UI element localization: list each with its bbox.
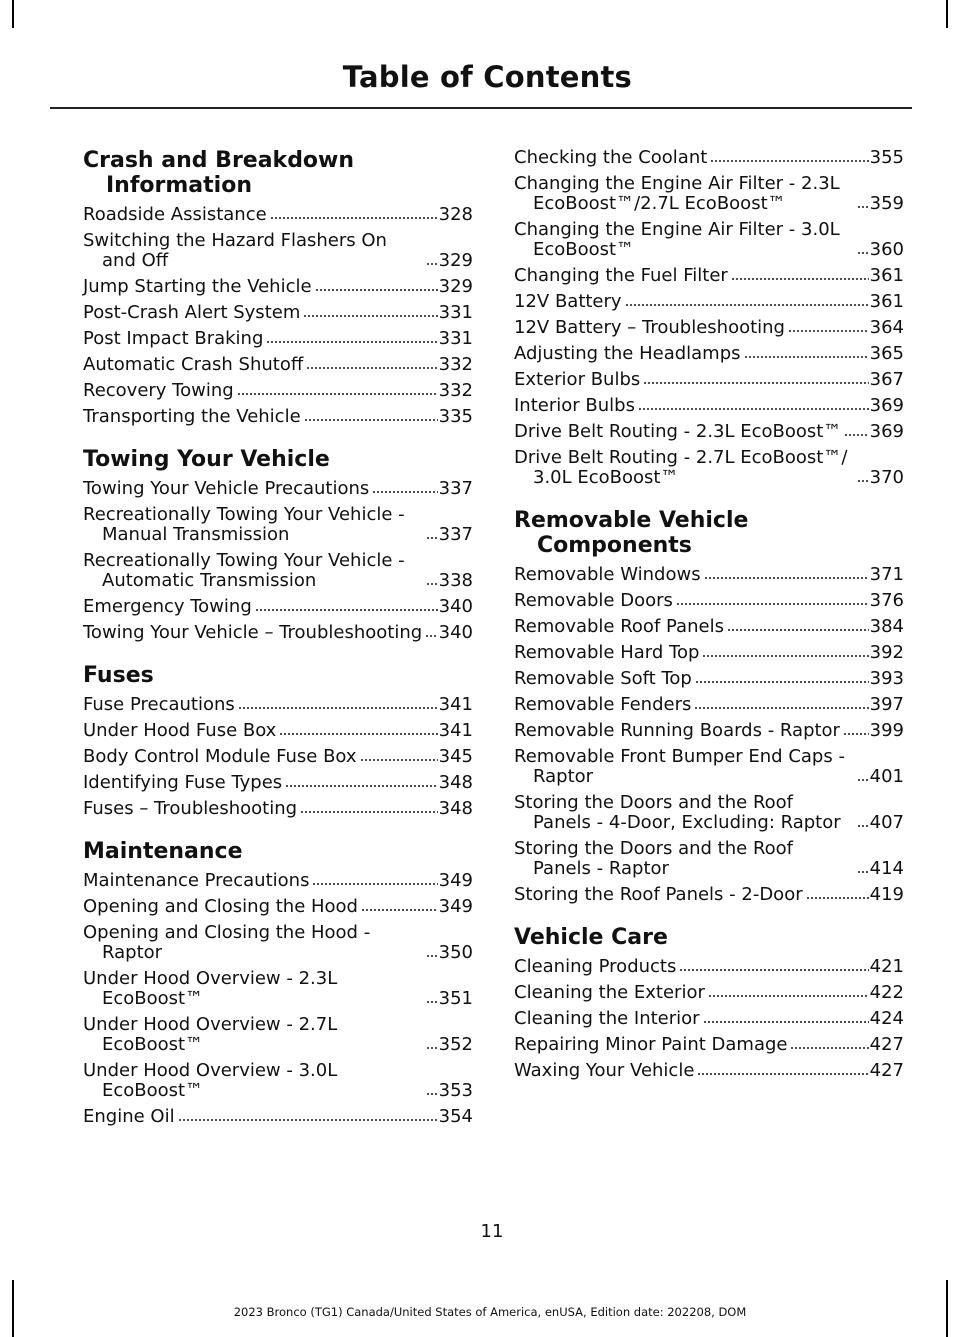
dot-leader	[676, 602, 869, 606]
toc-entry-page-number: 376	[869, 590, 904, 611]
toc-entry[interactable]	[514, 1009, 904, 1029]
toc-entry[interactable]	[83, 721, 473, 741]
title-divider	[50, 107, 912, 109]
footer-edition-info: 2023 Bronco (TG1) Canada/United States of America, enUSA, Edition date: 202208, DOM	[233, 1305, 747, 1319]
dot-leader	[426, 1000, 438, 1004]
dot-leader	[704, 576, 869, 580]
toc-section-removable-vehicle-components	[514, 508, 904, 905]
toc-entry-title: Checking the Coolant	[514, 147, 708, 168]
dot-leader	[727, 628, 869, 632]
dot-leader	[360, 758, 438, 762]
toc-entry[interactable]	[514, 220, 904, 260]
dot-leader	[237, 392, 438, 396]
toc-entry-title: Towing Your Vehicle Precautions	[83, 478, 370, 499]
toc-entry[interactable]	[514, 565, 904, 585]
dot-leader	[625, 303, 869, 307]
toc-entry[interactable]	[514, 839, 904, 879]
dot-leader	[361, 908, 438, 912]
toc-entry-page-number: 364	[869, 317, 904, 338]
toc-entry[interactable]	[83, 969, 473, 1009]
dot-leader	[303, 314, 437, 318]
dot-leader	[426, 582, 438, 586]
toc-entry-page-number: 350	[438, 942, 473, 963]
dot-leader	[702, 654, 868, 658]
dot-leader	[731, 277, 869, 281]
toc-entry-title: 12V Battery – Troubleshooting	[514, 317, 785, 338]
toc-entry-title: 12V Battery	[514, 291, 622, 312]
dot-leader	[300, 810, 438, 814]
crop-mark-top-right	[946, 0, 948, 28]
toc-entry-page-number: 335	[438, 406, 473, 427]
toc-entry-page-number: 424	[869, 1008, 904, 1029]
dot-leader	[788, 329, 869, 333]
toc-entry-page-number: 331	[438, 328, 473, 349]
toc-entry-page-number: 348	[438, 798, 473, 819]
dot-leader	[426, 262, 438, 266]
toc-entry[interactable]	[514, 422, 904, 442]
toc-section-continued	[514, 148, 904, 488]
section-heading: Crash and Breakdown Information	[83, 148, 355, 198]
toc-entry[interactable]	[514, 148, 904, 168]
toc-entry[interactable]	[83, 277, 473, 297]
toc-entry-page-number: 351	[438, 988, 473, 1009]
dot-leader	[425, 634, 437, 638]
toc-entry[interactable]	[83, 551, 473, 591]
toc-entry-title: Recreationally Towing Your Vehicle - Automatic Transmission	[83, 550, 405, 591]
dot-leader	[643, 381, 868, 385]
dot-leader	[806, 896, 869, 900]
toc-entry[interactable]	[83, 407, 473, 427]
toc-entry-page-number: 329	[438, 276, 473, 297]
toc-entry-title: Changing the Fuel Filter	[514, 265, 728, 286]
toc-entry-page-number: 355	[869, 147, 904, 168]
toc-section-towing-your-vehicle	[83, 447, 473, 643]
toc-section-vehicle-care	[514, 925, 904, 1081]
dot-leader	[255, 608, 438, 612]
toc-entry-title: Interior Bulbs	[514, 395, 635, 416]
toc-entry[interactable]	[83, 597, 473, 617]
toc-entry-title: Under Hood Overview - 2.3L EcoBoost™	[83, 968, 338, 1009]
toc-entry[interactable]	[514, 370, 904, 390]
toc-entry[interactable]	[514, 885, 904, 905]
toc-entry[interactable]	[514, 591, 904, 611]
toc-entry-title: Under Hood Overview - 3.0L EcoBoost™	[83, 1060, 338, 1101]
dot-leader	[857, 824, 869, 828]
dot-leader	[315, 288, 438, 292]
toc-entry[interactable]	[83, 231, 473, 271]
toc-entry-title: Removable Soft Top	[514, 668, 692, 689]
dot-leader	[426, 1046, 438, 1050]
dot-leader	[372, 490, 437, 494]
toc-entry[interactable]	[514, 1035, 904, 1055]
toc-entry-page-number: 421	[869, 956, 904, 977]
toc-entry-title: Recreationally Towing Your Vehicle - Manual Transmission	[83, 504, 405, 545]
toc-entry-page-number: 399	[869, 720, 904, 741]
toc-entry[interactable]	[514, 448, 904, 488]
toc-entry-page-number: 341	[438, 694, 473, 715]
toc-entry-title: Roadside Assistance	[83, 204, 267, 225]
toc-entry[interactable]	[83, 505, 473, 545]
toc-entry-page-number: 349	[438, 870, 473, 891]
section-heading: Fuses	[83, 663, 154, 688]
section-heading: Vehicle Care	[514, 925, 668, 950]
toc-entry-page-number: 427	[869, 1034, 904, 1055]
toc-entry-title: Changing the Engine Air Filter - 3.0L EcoBoost™	[514, 219, 840, 260]
toc-entry[interactable]	[83, 897, 473, 917]
toc-entry[interactable]	[514, 695, 904, 715]
dot-leader	[703, 1020, 869, 1024]
toc-entry-page-number: 348	[438, 772, 473, 793]
toc-entry-page-number: 370	[869, 467, 904, 488]
toc-entry-title: Identifying Fuse Types	[83, 772, 283, 793]
toc-entry-title: Adjusting the Headlamps	[514, 343, 741, 364]
toc-entry-page-number: 393	[869, 668, 904, 689]
dot-leader	[857, 479, 869, 483]
toc-section-fuses	[83, 663, 473, 819]
dot-leader	[679, 968, 868, 972]
toc-entry-title: Removable Front Bumper End Caps - Raptor	[514, 746, 845, 787]
toc-entry[interactable]	[83, 623, 473, 643]
section-heading: Maintenance	[83, 839, 243, 864]
toc-entry-title: Switching the Hazard Flashers On and Off	[83, 230, 387, 271]
toc-entry-page-number: 353	[438, 1080, 473, 1101]
toc-entry-page-number: 369	[869, 395, 904, 416]
dot-leader	[857, 205, 869, 209]
toc-entry-title: Removable Roof Panels	[514, 616, 724, 637]
toc-left-column	[83, 148, 473, 1147]
toc-entry-page-number: 340	[438, 596, 473, 617]
dot-leader	[279, 732, 437, 736]
toc-entry-title: Towing Your Vehicle – Troubleshooting	[83, 622, 423, 643]
dot-leader	[638, 407, 869, 411]
toc-entry-title: Storing the Roof Panels - 2-Door	[514, 884, 803, 905]
toc-entry[interactable]	[83, 355, 473, 375]
toc-section-crash-and-breakdown-information	[83, 148, 473, 427]
dot-leader	[285, 784, 437, 788]
toc-entry-page-number: 332	[438, 354, 473, 375]
toc-entry[interactable]	[83, 479, 473, 499]
toc-entry-title: Storing the Doors and the Roof Panels - 4-Door, Excluding: Raptor	[514, 792, 841, 833]
toc-entry[interactable]	[514, 318, 904, 338]
toc-entry[interactable]	[514, 266, 904, 286]
toc-entry-page-number: 329	[438, 250, 473, 271]
toc-entry[interactable]	[514, 669, 904, 689]
toc-entry-title: Opening and Closing the Hood	[83, 896, 358, 917]
dot-leader	[744, 355, 869, 359]
toc-entry-page-number: 337	[438, 478, 473, 499]
dot-leader	[697, 1072, 868, 1076]
toc-entry-title: Drive Belt Routing - 2.7L EcoBoost™/ 3.0L EcoBoost™	[514, 447, 848, 488]
toc-entry-page-number: 341	[438, 720, 473, 741]
toc-entry[interactable]	[83, 923, 473, 963]
toc-entry-title: Removable Windows	[514, 564, 701, 585]
toc-entry-title: Transporting the Vehicle	[83, 406, 301, 427]
toc-entry[interactable]	[83, 695, 473, 715]
toc-entry-page-number: 338	[438, 570, 473, 591]
section-heading: Towing Your Vehicle	[83, 447, 330, 472]
dot-leader	[790, 1046, 868, 1050]
toc-entry-title: Jump Starting the Vehicle	[83, 276, 312, 297]
dot-leader	[426, 1092, 438, 1096]
dot-leader	[857, 870, 869, 874]
toc-entry-page-number: 352	[438, 1034, 473, 1055]
toc-entry-page-number: 367	[869, 369, 904, 390]
toc-entry[interactable]	[514, 292, 904, 312]
toc-entry-page-number: 422	[869, 982, 904, 1003]
toc-entry-page-number: 397	[869, 694, 904, 715]
toc-entry-page-number: 340	[438, 622, 473, 643]
toc-entry[interactable]	[514, 747, 904, 787]
toc-entry-page-number: 361	[869, 291, 904, 312]
toc-entry-title: Engine Oil	[83, 1106, 175, 1127]
toc-entry-title: Fuse Precautions	[83, 694, 235, 715]
dot-leader	[426, 536, 438, 540]
toc-entry-title: Cleaning the Interior	[514, 1008, 700, 1029]
toc-entry-title: Storing the Doors and the Roof Panels - Raptor	[514, 838, 794, 879]
toc-entry-title: Removable Doors	[514, 590, 673, 611]
toc-entry-page-number: 337	[438, 524, 473, 545]
dot-leader	[708, 994, 869, 998]
toc-entry-title: Changing the Engine Air Filter - 2.3L EcoBoost™/2.7L EcoBoost™	[514, 173, 840, 214]
toc-entry[interactable]	[83, 773, 473, 793]
toc-entry-page-number: 371	[869, 564, 904, 585]
toc-section-maintenance	[83, 839, 473, 1127]
toc-entry-page-number: 365	[869, 343, 904, 364]
toc-entry-page-number: 407	[869, 812, 904, 833]
dot-leader	[238, 706, 438, 710]
toc-entry-title: Waxing Your Vehicle	[514, 1060, 695, 1081]
toc-entry-page-number: 401	[869, 766, 904, 787]
toc-entry-page-number: 360	[869, 239, 904, 260]
dot-leader	[178, 1118, 438, 1122]
toc-entry[interactable]	[514, 344, 904, 364]
toc-entry-title: Under Hood Fuse Box	[83, 720, 277, 741]
toc-entry-title: Post-Crash Alert System	[83, 302, 301, 323]
dot-leader	[857, 251, 869, 255]
page-title: Table of Contents	[342, 60, 632, 94]
toc-entry-title: Opening and Closing the Hood - Raptor	[83, 922, 371, 963]
toc-entry-title: Emergency Towing	[83, 596, 252, 617]
toc-entry-page-number: 332	[438, 380, 473, 401]
dot-leader	[857, 778, 869, 782]
toc-entry-title: Post Impact Braking	[83, 328, 264, 349]
toc-entry[interactable]	[514, 793, 904, 833]
toc-entry[interactable]	[83, 381, 473, 401]
toc-entry[interactable]	[83, 303, 473, 323]
toc-entry-title: Body Control Module Fuse Box	[83, 746, 357, 767]
toc-entry[interactable]	[514, 721, 904, 741]
toc-entry-page-number: 345	[438, 746, 473, 767]
toc-entry-page-number: 369	[869, 421, 904, 442]
toc-entry-title: Cleaning Products	[514, 956, 677, 977]
toc-entry-page-number: 392	[869, 642, 904, 663]
dot-leader	[266, 340, 437, 344]
toc-entry-title: Recovery Towing	[83, 380, 234, 401]
toc-entry-page-number: 414	[869, 858, 904, 879]
toc-entry-title: Drive Belt Routing - 2.3L EcoBoost™	[514, 421, 842, 442]
toc-entry-page-number: 328	[438, 204, 473, 225]
toc-entry[interactable]	[514, 1061, 904, 1081]
toc-entry-page-number: 331	[438, 302, 473, 323]
toc-entry[interactable]	[83, 799, 473, 819]
toc-entry[interactable]	[83, 871, 473, 891]
dot-leader	[304, 418, 438, 422]
toc-entry[interactable]	[83, 1061, 473, 1101]
dot-leader	[844, 433, 868, 437]
dot-leader	[843, 732, 869, 736]
toc-entry[interactable]	[514, 983, 904, 1003]
toc-entry-title: Removable Hard Top	[514, 642, 700, 663]
toc-entry[interactable]	[83, 329, 473, 349]
toc-entry[interactable]	[83, 747, 473, 767]
toc-entry[interactable]	[514, 396, 904, 416]
toc-entry[interactable]	[514, 957, 904, 977]
dot-leader	[270, 216, 438, 220]
toc-entry-title: Exterior Bulbs	[514, 369, 641, 390]
toc-entry-title: Removable Running Boards - Raptor	[514, 720, 840, 741]
toc-entry-page-number: 354	[438, 1106, 473, 1127]
crop-mark-top-left	[12, 0, 14, 28]
toc-entry-page-number: 349	[438, 896, 473, 917]
toc-entry[interactable]	[83, 205, 473, 225]
toc-entry[interactable]	[83, 1015, 473, 1055]
page-number: 11	[480, 1221, 504, 1242]
dot-leader	[312, 882, 437, 886]
dot-leader	[710, 159, 868, 163]
section-heading: Removable Vehicle Components	[514, 508, 749, 558]
dot-leader	[306, 366, 437, 370]
toc-entry-title: Removable Fenders	[514, 694, 692, 715]
toc-right-column	[514, 148, 904, 1101]
toc-entry-page-number: 361	[869, 265, 904, 286]
toc-entry-page-number: 419	[869, 884, 904, 905]
toc-entry-page-number: 384	[869, 616, 904, 637]
toc-entry-title: Automatic Crash Shutoff	[83, 354, 304, 375]
toc-entry-title: Fuses – Troubleshooting	[83, 798, 298, 819]
toc-entry-title: Cleaning the Exterior	[514, 982, 705, 1003]
toc-entry-title: Maintenance Precautions	[83, 870, 310, 891]
toc-entry[interactable]	[514, 174, 904, 214]
toc-entry-page-number: 427	[869, 1060, 904, 1081]
dot-leader	[694, 706, 868, 710]
toc-entry[interactable]	[514, 617, 904, 637]
toc-entry[interactable]	[514, 643, 904, 663]
toc-entry-title: Repairing Minor Paint Damage	[514, 1034, 788, 1055]
toc-entry-title: Under Hood Overview - 2.7L EcoBoost™	[83, 1014, 338, 1055]
dot-leader	[426, 954, 438, 958]
dot-leader	[695, 680, 869, 684]
toc-entry-page-number: 359	[869, 193, 904, 214]
toc-entry[interactable]	[83, 1107, 473, 1127]
